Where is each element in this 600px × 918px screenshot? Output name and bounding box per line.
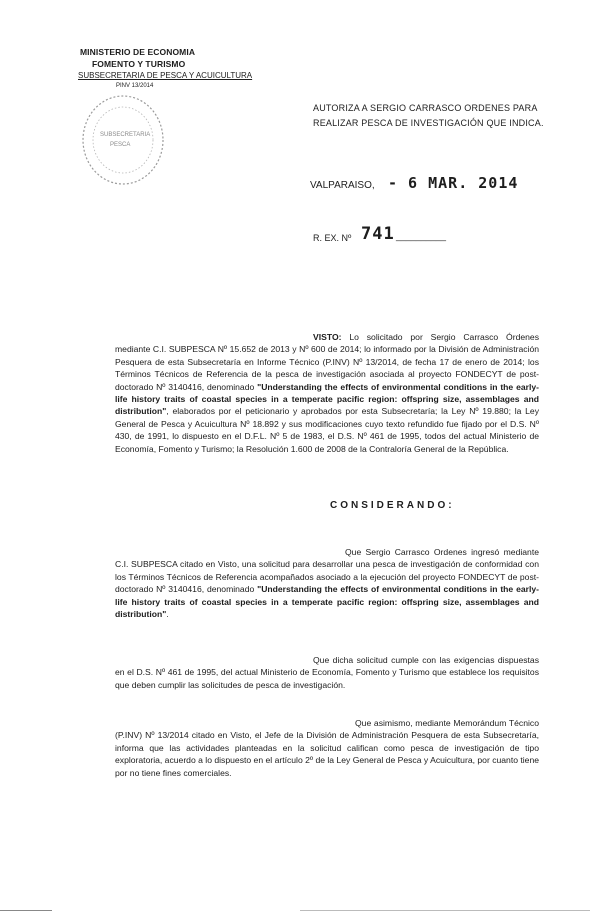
considerando-1-end: .: [166, 609, 169, 620]
footer-divider: [0, 910, 52, 911]
considerando-paragraph-2: Que dicha solicitud cumple con las exigencias dispuestas en el D.S. Nº 461 de 1995, del actual Ministerio de Economía, Fomento y Turismo que establece los requisitos que deben cumplir las solicitudes de pesca de investigación.: [115, 655, 539, 690]
ministry-name-line2: FOMENTO Y TURISMO: [92, 59, 186, 69]
ministry-name: MINISTERIO DE ECONOMIA: [80, 47, 196, 57]
seal-text-line2: PESCA: [110, 142, 131, 148]
date-stamp: - 6 MAR. 2014: [388, 174, 519, 192]
official-seal: [78, 90, 168, 190]
subsecretaria-name: SUBSECRETARIA DE PESCA Y ACUICULTURA: [78, 71, 253, 80]
place: VALPARAISO,: [310, 180, 375, 191]
resolution-label: R. EX. Nº: [313, 233, 352, 243]
considerando-heading: CONSIDERANDO:: [330, 500, 455, 511]
considerando-paragraph-1: [115, 546, 539, 620]
seal-text-line1: SUBSECRETARIA: [100, 132, 151, 138]
considerando-paragraph-3: Que asimismo, mediante Memorándum Técnico (P.INV) Nº 13/2014 citado en Visto, el Jefe de la División de Administración Pesquera de esta Subsecretaría, informa que las actividades planteadas en la solicitud califican como pesca de investigación de tipo exploratoria, acuerdo a lo dispuesto en el artículo 2º de la Ley General de Pesca y Acuicultura, por cuanto tiene por no tiene fines comerciales.: [115, 718, 540, 778]
visto-text-2: , elaborados por el peticionario y aprobados por esta Subsecretaría; la Ley Nº 19.880; la Ley General de Pesca y Acuicultura Nº 18.892 y sus modificaciones cuyo texto refundido fue fijado por el D.S. Nº 430, de 1991, lo dispuesto en el D.F.L. Nº 5 de 1983, el D.S. Nº 461 de 1995, todos del actual Ministerio de Economía, Fomento y Turismo; la Resolución 1.600 de 2008 de la Contraloría General de la República.: [115, 406, 539, 454]
considerando-1-text: Que Sergio Carrasco Ordenes ingresó mediante C.I. SUBPESCA citado en Visto, una solicitud para desarrollar una pesca de investigación de conformidad con los Términos Técnicos de Referencia acompañados asociado a la ejecución del proyecto FONDECYT de post-doctorado Nº 3140416, denominado: [115, 547, 539, 595]
considerando-1-project-title: "Understanding the effects of environmental conditions in the early-life history traits of coastal species in a temperate pacific region: offspring size, assemblages and distribution": [115, 584, 539, 620]
resolution-number: 741: [361, 224, 395, 244]
visto-text-1: Lo solicitado por Sergio Carrasco Órdenes mediante C.I. SUBPESCA Nº 15.652 de 2013 y Nº 600 de 2014; lo informado por la División de Administración Pesquera de esta Subsecretaría en Informe Técnico (P.INV) Nº 13/2014, de fecha 17 de enero de 2014; los Términos Técnicos de Referencia de la pesca de investigación asociada al proyecto FONDECYT de post-doctorado Nº 3140416, denominado: [115, 332, 539, 392]
resolution-dashes: __________: [396, 231, 447, 241]
subject-line1: AUTORIZA A SERGIO CARRASCO ORDENES PARA: [313, 103, 538, 113]
visto-paragraph: [115, 331, 539, 455]
subject-line2: REALIZAR PESCA DE INVESTIGACIÓN QUE INDICA.: [313, 118, 544, 128]
footer-divider-right: [300, 910, 590, 911]
header-reference: PINV 13/2014: [116, 83, 154, 89]
visto-label: VISTO:: [313, 332, 342, 342]
visto-project-title: "Understanding the effects of environmental conditions in the early-life history traits of coastal species in a temperate pacific region: offspring size, assemblages and distribution": [115, 381, 539, 417]
